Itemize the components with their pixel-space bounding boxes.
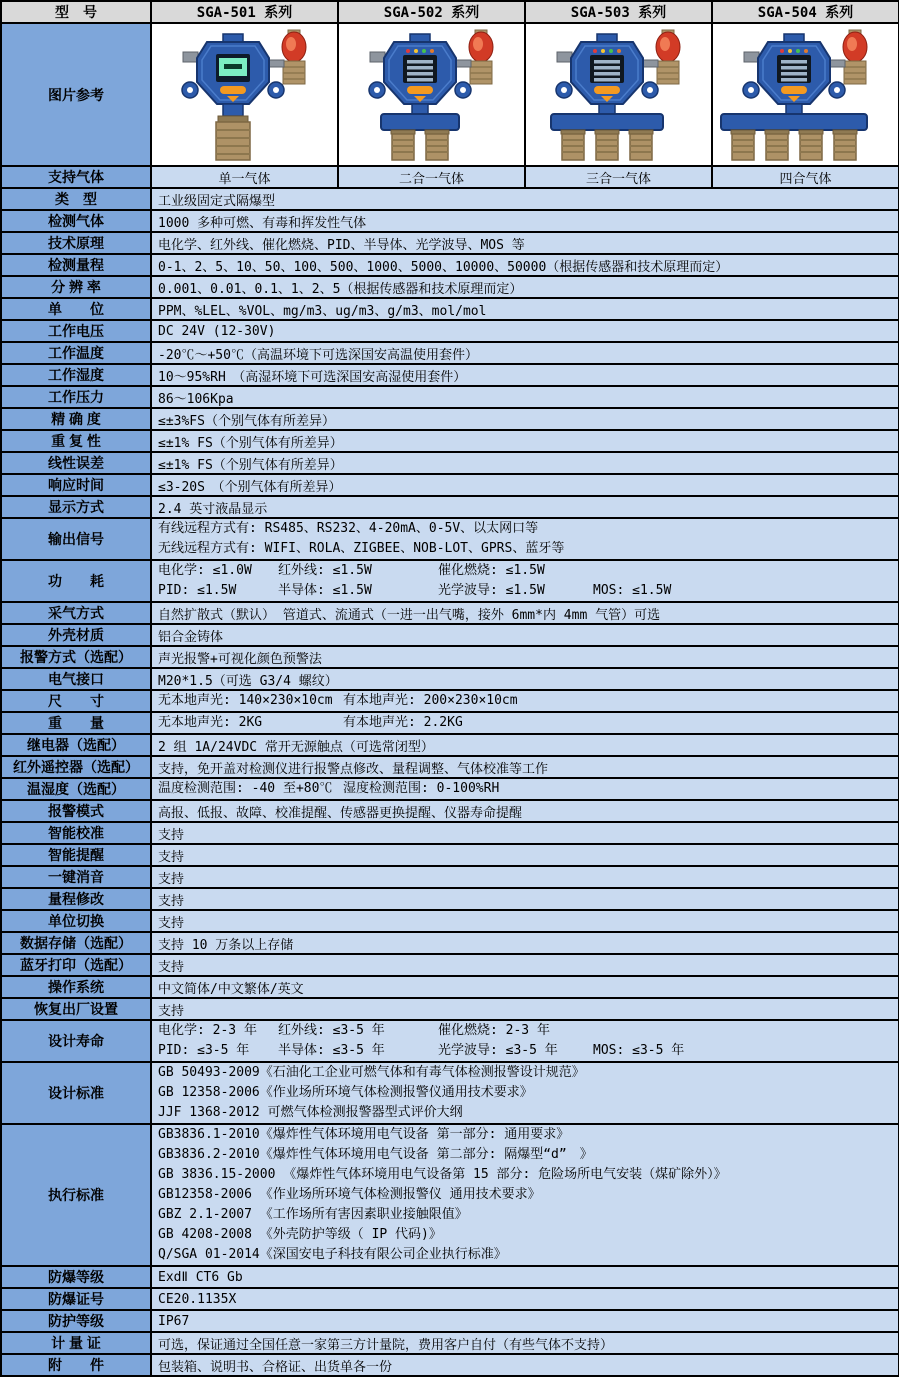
spec-row-label: 检测量程	[1, 254, 151, 276]
spec-row-value: 中文简体/中文繁体/英文	[151, 976, 899, 998]
spec-row-label: 设计寿命	[1, 1020, 151, 1062]
spec-row-value: 电化学、红外线、催化燃烧、PID、半导体、光学波导、MOS 等	[151, 232, 899, 254]
spec-row-label: 智能提醒	[1, 844, 151, 866]
spec-row-value: -20℃～+50℃（高温环境下可选深国安高温使用套件）	[151, 342, 899, 364]
spec-row-43	[1, 1354, 899, 1376]
spec-row-label: 单 位	[1, 298, 151, 320]
spec-row-value: 2 组 1A/24VDC 常开无源触点（可选常闭型）	[151, 734, 899, 756]
spec-row-label: 蓝牙打印（选配）	[1, 954, 151, 976]
spec-row-26	[1, 800, 899, 822]
spec-row-label: 设计标准	[1, 1062, 151, 1124]
spec-row-25	[1, 778, 899, 800]
spec-row-label: 单位切换	[1, 910, 151, 932]
spec-row-value: 无本地声光: 2KG 有本地声光: 2.2KG	[151, 712, 899, 734]
spec-row-value: GB3836.1-2010《爆炸性气体环境用电气设备 第一部分: 通用要求》 GB3836.2-2010《爆炸性气体环境用电气设备 第二部分: 隔爆型“d” 》 GB 3836.15-2000 《爆炸性气体环境用电气设备第 15 部分: 危险场所电气安装（煤矿除外）》 GB12358-2006 《作业场所环境气体检测报警仪 通用技术要求》 GBZ 2.1-2007 《工作场所有害因素职业接触限值》 GB 4208-2008 《外壳防护等级（ IP 代码)》 Q/SGA 01-2014《深国安电子科技有限公司企业执行标准》	[151, 1124, 899, 1266]
spec-row-value: 1000 多种可燃、有毒和挥发性气体	[151, 210, 899, 232]
spec-row-label: 尺 寸	[1, 690, 151, 712]
spec-row-value: GB 50493-2009《石油化工企业可燃气体和有毒气体检测报警设计规范》 GB 12358-2006《作业场所环境气体检测报警仪通用技术要求》 JJF 1368-2012 可燃气体检测报警器型式评价大纲	[151, 1062, 899, 1124]
image-row-label: 图片参考	[1, 23, 151, 166]
spec-row-11	[1, 430, 899, 452]
spec-row-label: 显示方式	[1, 496, 151, 518]
spec-row-label: 温湿度（选配）	[1, 778, 151, 800]
spec-row-value: 支持	[151, 998, 899, 1020]
spec-row-8	[1, 364, 899, 386]
model-header-label: 型 号	[1, 1, 151, 23]
spec-row-label: 类 型	[1, 188, 151, 210]
spec-row-41	[1, 1310, 899, 1332]
spec-row-value: 温度检测范围: -40 至+80℃ 湿度检测范围: 0-100%RH	[151, 778, 899, 800]
spec-row-38	[1, 1124, 899, 1266]
gas-type-sga502: 二合一气体	[338, 166, 525, 188]
gas-type-sga501: 单一气体	[151, 166, 338, 188]
spec-row-label: 技术原理	[1, 232, 151, 254]
spec-row-value: PPM、%LEL、%VOL、mg/m3、ug/m3、g/m3、mol/mol	[151, 298, 899, 320]
spec-row-label: 附 件	[1, 1354, 151, 1376]
spec-row-4	[1, 276, 899, 298]
spec-row-value: 支持，免开盖对检测仪进行报警点修改、量程调整、气体校准等工作	[151, 756, 899, 778]
spec-row-label: 一键消音	[1, 866, 151, 888]
image-row	[1, 23, 899, 166]
spec-row-32	[1, 932, 899, 954]
spec-row-value: 支持	[151, 822, 899, 844]
spec-row-27	[1, 822, 899, 844]
spec-row-19	[1, 646, 899, 668]
spec-row-label: 线性误差	[1, 452, 151, 474]
spec-row-label: 操作系统	[1, 976, 151, 998]
spec-row-17	[1, 602, 899, 624]
spec-row-value: 自然扩散式（默认） 管道式、流通式（一进一出气嘴，接外 6mm*内 4mm 气管）可选	[151, 602, 899, 624]
spec-row-value: ≤±1% FS（个别气体有所差异）	[151, 452, 899, 474]
spec-row-value: ≤±1% FS（个别气体有所差异）	[151, 430, 899, 452]
spec-row-value: 声光报警+可视化颜色预警法	[151, 646, 899, 668]
spec-row-0	[1, 188, 899, 210]
product-image-2	[525, 23, 712, 166]
spec-row-39	[1, 1266, 899, 1288]
gas-detector-illustration	[718, 24, 894, 162]
spec-row-value: 10～95%RH （高湿环境下可选深国安高湿使用套件）	[151, 364, 899, 386]
spec-row-33	[1, 954, 899, 976]
model-name-sga504: SGA-504 系列	[712, 1, 899, 23]
spec-row-36	[1, 1020, 899, 1062]
spec-row-value: 2.4 英寸液晶显示	[151, 496, 899, 518]
spec-row-label: 精 确 度	[1, 408, 151, 430]
spec-row-label: 工作湿度	[1, 364, 151, 386]
spec-row-value: 支持	[151, 844, 899, 866]
spec-row-20	[1, 668, 899, 690]
spec-row-value: 支持	[151, 888, 899, 910]
spec-row-label: 工作压力	[1, 386, 151, 408]
product-image-3	[712, 23, 899, 166]
spec-row-value: 高报、低报、故障、校准提醒、传感器更换提醒、仪器寿命提醒	[151, 800, 899, 822]
spec-row-value: 工业级固定式隔爆型	[151, 188, 899, 210]
spec-row-value: IP67	[151, 1310, 899, 1332]
spec-row-31	[1, 910, 899, 932]
spec-row-label: 报警方式（选配）	[1, 646, 151, 668]
spec-row-9	[1, 386, 899, 408]
spec-row-value: 0-1、2、5、10、50、100、500、1000、5000、10000、50000（根据传感器和技术原理而定）	[151, 254, 899, 276]
spec-row-label: 红外遥控器（选配）	[1, 756, 151, 778]
spec-row-value: 支持	[151, 866, 899, 888]
spec-row-value: 铝合金铸体	[151, 624, 899, 646]
spec-row-label: 报警模式	[1, 800, 151, 822]
spec-row-value: DC 24V (12-30V)	[151, 320, 899, 342]
model-name-sga501: SGA-501 系列	[151, 1, 338, 23]
spec-row-16	[1, 560, 899, 602]
gas-type-sga504: 四合气体	[712, 166, 899, 188]
gas-detector-illustration	[344, 24, 520, 162]
spec-row-value: M20*1.5（可选 G3/4 螺纹）	[151, 668, 899, 690]
spec-row-value: 86～106Kpa	[151, 386, 899, 408]
spec-row-label: 量程修改	[1, 888, 151, 910]
spec-row-label: 检测气体	[1, 210, 151, 232]
model-name-sga502: SGA-502 系列	[338, 1, 525, 23]
model-header-row	[1, 1, 899, 23]
spec-row-label: 重 量	[1, 712, 151, 734]
spec-row-label: 恢复出厂设置	[1, 998, 151, 1020]
spec-row-label: 重 复 性	[1, 430, 151, 452]
spec-row-30	[1, 888, 899, 910]
spec-row-label: 智能校准	[1, 822, 151, 844]
spec-row-value: 支持	[151, 954, 899, 976]
spec-row-35	[1, 998, 899, 1020]
spec-row-label: 外壳材质	[1, 624, 151, 646]
spec-row-value: 0.001、0.01、0.1、1、2、5（根据传感器和技术原理而定）	[151, 276, 899, 298]
spec-row-value: 电化学: ≤1.0W 红外线: ≤1.5W 催化燃烧: ≤1.5W PID: ≤1.5W 半导体: ≤1.5W 光学波导: ≤1.5W MOS: ≤1.5W	[151, 560, 899, 602]
product-image-1	[338, 23, 525, 166]
spec-row-13	[1, 474, 899, 496]
spec-row-3	[1, 254, 899, 276]
spec-row-21	[1, 690, 899, 712]
spec-row-40	[1, 1288, 899, 1310]
gas-type-sga503: 三合一气体	[525, 166, 712, 188]
gas-detector-illustration	[157, 24, 333, 162]
spec-row-22	[1, 712, 899, 734]
model-name-sga503: SGA-503 系列	[525, 1, 712, 23]
spec-row-6	[1, 320, 899, 342]
spec-row-label: 工作温度	[1, 342, 151, 364]
product-image-0	[151, 23, 338, 166]
spec-row-15	[1, 518, 899, 560]
spec-row-label: 工作电压	[1, 320, 151, 342]
spec-row-28	[1, 844, 899, 866]
spec-row-label: 功 耗	[1, 560, 151, 602]
spec-row-value: 电化学: 2-3 年 红外线: ≤3-5 年 催化燃烧: 2-3 年 PID: ≤3-5 年 半导体: ≤3-5 年 光学波导: ≤3-5 年 MOS: ≤3-5 年	[151, 1020, 899, 1062]
gas-detector-illustration	[531, 24, 707, 162]
spec-row-label: 防爆证号	[1, 1288, 151, 1310]
gas-row	[1, 166, 899, 188]
spec-rows-body	[1, 188, 899, 1376]
spec-row-label: 分 辨 率	[1, 276, 151, 298]
spec-row-label: 响应时间	[1, 474, 151, 496]
spec-row-42	[1, 1332, 899, 1354]
spec-row-2	[1, 232, 899, 254]
spec-row-value: 可选，保证通过全国任意一家第三方计量院，费用客户自付（有些气体不支持）	[151, 1332, 899, 1354]
spec-row-value: ≤3-20S （个别气体有所差异）	[151, 474, 899, 496]
spec-row-label: 继电器（选配）	[1, 734, 151, 756]
spec-row-value: CE20.1135X	[151, 1288, 899, 1310]
spec-row-label: 采气方式	[1, 602, 151, 624]
spec-row-37	[1, 1062, 899, 1124]
spec-row-14	[1, 496, 899, 518]
spec-row-18	[1, 624, 899, 646]
spec-row-value: 支持	[151, 910, 899, 932]
spec-row-value: 支持 10 万条以上存储	[151, 932, 899, 954]
spec-row-value: 包装箱、说明书、合格证、出货单各一份	[151, 1354, 899, 1376]
spec-row-29	[1, 866, 899, 888]
spec-row-5	[1, 298, 899, 320]
spec-row-label: 输出信号	[1, 518, 151, 560]
spec-row-label: 计 量 证	[1, 1332, 151, 1354]
spec-row-label: 执行标准	[1, 1124, 151, 1266]
spec-row-23	[1, 734, 899, 756]
spec-row-label: 防护等级	[1, 1310, 151, 1332]
spec-row-value: 有线远程方式有: RS485、RS232、4-20mA、0-5V、以太网口等 无线远程方式有: WIFI、ROLA、ZIGBEE、NOB-LOT、GPRS、蓝牙等	[151, 518, 899, 560]
spec-row-value: ExdⅡ CT6 Gb	[151, 1266, 899, 1288]
spec-row-value: 无本地声光: 140×230×10cm 有本地声光: 200×230×10cm	[151, 690, 899, 712]
spec-row-label: 防爆等级	[1, 1266, 151, 1288]
spec-row-value: ≤±3%FS（个别气体有所差异）	[151, 408, 899, 430]
spec-row-label: 数据存储（选配）	[1, 932, 151, 954]
spec-row-label: 电气接口	[1, 668, 151, 690]
gas-row-label: 支持气体	[1, 166, 151, 188]
spec-row-12	[1, 452, 899, 474]
spec-row-7	[1, 342, 899, 364]
spec-row-1	[1, 210, 899, 232]
spec-row-10	[1, 408, 899, 430]
spec-row-34	[1, 976, 899, 998]
spec-row-24	[1, 756, 899, 778]
